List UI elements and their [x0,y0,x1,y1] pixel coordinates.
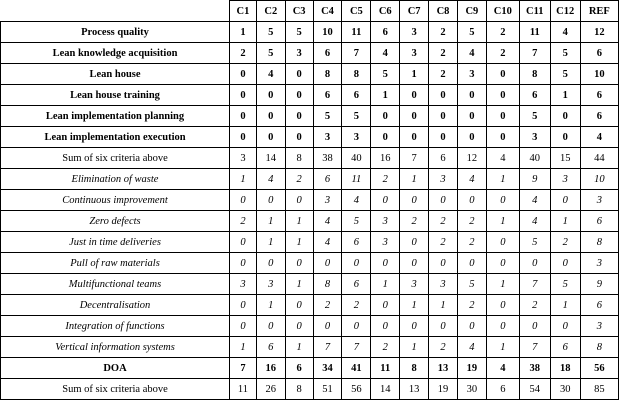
table-row [1,64,619,85]
cell-value: 0 [550,316,580,337]
cell-value: 1 [285,232,313,253]
cell-value: 0 [256,316,285,337]
cell-value: 5 [342,211,371,232]
row-label: Elimination of waste [1,169,230,190]
cell-value: 0 [230,64,257,85]
cell-value: 6 [550,337,580,358]
cell-value: 2 [429,22,458,43]
column-header-c2: C2 [256,1,285,22]
cell-value: 11 [342,22,371,43]
cell-value: 0 [550,253,580,274]
column-header-c4: C4 [313,1,342,22]
cell-value: 0 [457,253,486,274]
cell-value: 2 [230,43,257,64]
cell-value: 10 [580,169,618,190]
cell-value: 0 [285,106,313,127]
cell-value: 7 [313,337,342,358]
cell-value: 3 [313,190,342,211]
table-row [1,232,619,253]
cell-value: 3 [580,253,618,274]
cell-value: 5 [519,232,550,253]
row-label: Sum of six criteria above [1,148,230,169]
cell-value: 0 [285,64,313,85]
cell-value: 4 [313,232,342,253]
cell-value: 0 [486,85,519,106]
cell-value: 0 [486,316,519,337]
column-header-c9: C9 [457,1,486,22]
cell-value: 5 [342,106,371,127]
cell-value: 0 [486,190,519,211]
cell-value: 2 [429,64,458,85]
cell-value: 8 [285,148,313,169]
column-header-ref: REF [580,1,618,22]
cell-value: 0 [256,190,285,211]
cell-value: 3 [580,316,618,337]
cell-value: 4 [519,211,550,232]
cell-value: 7 [342,337,371,358]
column-header-c8: C8 [429,1,458,22]
cell-value: 1 [285,337,313,358]
cell-value: 2 [342,295,371,316]
cell-value: 5 [550,43,580,64]
cell-value: 0 [400,127,429,148]
cell-value: 2 [285,169,313,190]
cell-value: 4 [313,211,342,232]
cell-value: 6 [486,379,519,400]
cell-value: 0 [256,85,285,106]
cell-value: 4 [519,190,550,211]
cell-value: 1 [371,85,400,106]
cell-value: 56 [580,358,618,379]
cell-value: 2 [550,232,580,253]
cell-value: 5 [256,43,285,64]
cell-value: 11 [230,379,257,400]
cell-value: 0 [400,316,429,337]
cell-value: 1 [486,211,519,232]
cell-value: 15 [550,148,580,169]
table-row [1,127,619,148]
header-row [1,1,619,22]
cell-value: 4 [457,337,486,358]
row-label: Process quality [1,22,230,43]
cell-value: 4 [457,43,486,64]
cell-value: 1 [285,274,313,295]
cell-value: 4 [580,127,618,148]
cell-value: 7 [519,274,550,295]
cell-value: 8 [400,358,429,379]
cell-value: 2 [486,43,519,64]
cell-value: 3 [256,274,285,295]
row-label: Pull of raw materials [1,253,230,274]
cell-value: 6 [256,337,285,358]
cell-value: 3 [285,43,313,64]
cell-value: 0 [486,295,519,316]
cell-value: 8 [519,64,550,85]
cell-value: 8 [313,64,342,85]
row-label: Zero defects [1,211,230,232]
table-row [1,169,619,190]
table-row [1,211,619,232]
cell-value: 12 [580,22,618,43]
cell-value: 6 [580,85,618,106]
cell-value: 3 [371,232,400,253]
cell-value: 4 [371,43,400,64]
column-header-c10: C10 [486,1,519,22]
cell-value: 7 [342,43,371,64]
cell-value: 3 [342,127,371,148]
row-label: Lean knowledge acquisition [1,43,230,64]
cell-value: 3 [519,127,550,148]
cell-value: 0 [519,316,550,337]
cell-value: 40 [342,148,371,169]
cell-value: 4 [342,190,371,211]
cell-value: 0 [486,64,519,85]
cell-value: 6 [371,22,400,43]
cell-value: 2 [429,43,458,64]
row-label: Lean implementation execution [1,127,230,148]
cell-value: 0 [230,190,257,211]
cell-value: 6 [519,85,550,106]
cell-value: 3 [400,22,429,43]
cell-value: 8 [342,64,371,85]
cell-value: 12 [457,148,486,169]
cell-value: 2 [457,211,486,232]
cell-value: 1 [230,169,257,190]
table-row [1,106,619,127]
cell-value: 0 [486,253,519,274]
cell-value: 6 [580,106,618,127]
cell-value: 9 [580,274,618,295]
cell-value: 6 [285,358,313,379]
cell-value: 30 [550,379,580,400]
cell-value: 0 [230,316,257,337]
cell-value: 0 [429,85,458,106]
cell-value: 1 [486,337,519,358]
cell-value: 6 [313,43,342,64]
cell-value: 3 [457,64,486,85]
cell-value: 0 [429,106,458,127]
cell-value: 44 [580,148,618,169]
row-label: Lean implementation planning [1,106,230,127]
cell-value: 6 [342,232,371,253]
row-label: Sum of six criteria above [1,379,230,400]
cell-value: 2 [457,232,486,253]
cell-value: 14 [371,379,400,400]
cell-value: 18 [550,358,580,379]
cell-value: 38 [519,358,550,379]
row-label: DOA [1,358,230,379]
cell-value: 6 [313,85,342,106]
cell-value: 1 [256,211,285,232]
cell-value: 3 [313,127,342,148]
cell-value: 0 [457,85,486,106]
cell-value: 2 [457,295,486,316]
cell-value: 1 [230,22,257,43]
cell-value: 0 [400,190,429,211]
cell-value: 3 [230,148,257,169]
table-row [1,190,619,211]
cell-value: 4 [256,169,285,190]
cell-value: 19 [429,379,458,400]
cell-value: 0 [400,85,429,106]
cell-value: 0 [230,106,257,127]
cell-value: 1 [400,337,429,358]
cell-value: 34 [313,358,342,379]
column-header-c3: C3 [285,1,313,22]
cell-value: 51 [313,379,342,400]
cell-value: 8 [285,379,313,400]
cell-value: 0 [256,127,285,148]
column-header-c5: C5 [342,1,371,22]
cell-value: 2 [371,337,400,358]
cell-value: 0 [230,85,257,106]
cell-value: 1 [550,211,580,232]
cell-value: 0 [342,253,371,274]
cell-value: 0 [230,295,257,316]
cell-value: 0 [313,253,342,274]
cell-value: 2 [486,22,519,43]
cell-value: 4 [457,169,486,190]
cell-value: 3 [230,274,257,295]
cell-value: 5 [457,274,486,295]
cell-value: 4 [486,148,519,169]
cell-value: 1 [400,64,429,85]
row-label: Vertical information systems [1,337,230,358]
cell-value: 2 [230,211,257,232]
cell-value: 85 [580,379,618,400]
cell-value: 10 [313,22,342,43]
cell-value: 0 [371,295,400,316]
cell-value: 5 [313,106,342,127]
cell-value: 6 [429,148,458,169]
cell-value: 2 [429,337,458,358]
cell-value: 0 [256,106,285,127]
table-row [1,43,619,64]
cell-value: 6 [580,211,618,232]
cell-value: 0 [457,127,486,148]
cell-value: 3 [429,169,458,190]
table-row [1,274,619,295]
cell-value: 4 [486,358,519,379]
cell-value: 1 [550,295,580,316]
cell-value: 7 [519,43,550,64]
cell-value: 0 [400,253,429,274]
column-header-c7: C7 [400,1,429,22]
cell-value: 0 [371,127,400,148]
cell-value: 4 [256,64,285,85]
cell-value: 14 [256,148,285,169]
cell-value: 0 [457,190,486,211]
table-row [1,358,619,379]
cell-value: 0 [457,106,486,127]
cell-value: 7 [519,337,550,358]
cell-value: 2 [371,169,400,190]
cell-value: 2 [429,211,458,232]
cell-value: 2 [313,295,342,316]
cell-value: 0 [230,232,257,253]
cell-value: 0 [285,316,313,337]
cell-value: 11 [519,22,550,43]
cell-value: 8 [313,274,342,295]
cell-value: 0 [285,253,313,274]
cell-value: 1 [550,85,580,106]
cell-value: 0 [519,253,550,274]
cell-value: 1 [230,337,257,358]
cell-value: 3 [580,190,618,211]
cell-value: 1 [256,295,285,316]
cell-value: 8 [580,232,618,253]
cell-value: 0 [486,232,519,253]
cell-value: 3 [371,211,400,232]
cell-value: 5 [457,22,486,43]
cell-value: 2 [519,295,550,316]
cell-value: 0 [486,106,519,127]
cell-value: 13 [429,358,458,379]
cell-value: 1 [371,274,400,295]
table-row [1,85,619,106]
cell-value: 1 [429,295,458,316]
column-header-c6: C6 [371,1,400,22]
cell-value: 0 [400,232,429,253]
cell-value: 9 [519,169,550,190]
cell-value: 11 [342,169,371,190]
cell-value: 8 [580,337,618,358]
cell-value: 6 [580,43,618,64]
table-row [1,295,619,316]
cell-value: 0 [486,127,519,148]
row-label: Continuous improvement [1,190,230,211]
cell-value: 54 [519,379,550,400]
cell-value: 0 [429,127,458,148]
cell-value: 2 [429,232,458,253]
cell-value: 0 [230,127,257,148]
cell-value: 1 [400,169,429,190]
cell-value: 26 [256,379,285,400]
row-label: Multifunctional teams [1,274,230,295]
cell-value: 0 [371,316,400,337]
cell-value: 0 [313,316,342,337]
row-label: Just in time deliveries [1,232,230,253]
cell-value: 3 [400,43,429,64]
cell-value: 0 [371,190,400,211]
cell-value: 3 [550,169,580,190]
cell-value: 6 [342,85,371,106]
column-header-c11: C11 [519,1,550,22]
table-row [1,316,619,337]
cell-value: 5 [550,274,580,295]
cell-value: 0 [429,253,458,274]
row-label: Decentralisation [1,295,230,316]
cell-value: 3 [400,274,429,295]
column-header-c12: C12 [550,1,580,22]
cell-value: 0 [429,190,458,211]
cell-value: 0 [550,127,580,148]
cell-value: 0 [371,106,400,127]
column-header-c1: C1 [230,1,257,22]
cell-value: 1 [486,274,519,295]
table-row [1,337,619,358]
cell-value: 1 [256,232,285,253]
cell-value: 38 [313,148,342,169]
cell-value: 5 [285,22,313,43]
cell-value: 0 [285,190,313,211]
cell-value: 2 [400,211,429,232]
cell-value: 30 [457,379,486,400]
row-label: Lean house training [1,85,230,106]
table-row [1,148,619,169]
cell-value: 40 [519,148,550,169]
row-label: Integration of functions [1,316,230,337]
table-body [1,1,619,400]
cell-value: 0 [256,253,285,274]
cell-value: 16 [371,148,400,169]
cell-value: 0 [550,106,580,127]
cell-value: 0 [550,190,580,211]
table-row [1,379,619,400]
cell-value: 5 [550,64,580,85]
cell-value: 0 [371,253,400,274]
cell-value: 0 [285,295,313,316]
table-row [1,22,619,43]
cell-value: 5 [256,22,285,43]
cell-value: 0 [400,106,429,127]
cell-value: 41 [342,358,371,379]
cell-value: 7 [230,358,257,379]
cell-value: 0 [342,316,371,337]
cell-value: 0 [429,316,458,337]
cell-value: 3 [429,274,458,295]
cell-value: 7 [400,148,429,169]
cell-value: 6 [342,274,371,295]
cell-value: 1 [285,211,313,232]
cell-value: 13 [400,379,429,400]
table-row [1,253,619,274]
cell-value: 19 [457,358,486,379]
cell-value: 56 [342,379,371,400]
corner-cell [1,1,230,22]
cell-value: 5 [519,106,550,127]
cell-value: 0 [285,85,313,106]
cell-value: 0 [230,253,257,274]
cell-value: 1 [400,295,429,316]
cell-value: 0 [457,316,486,337]
cell-value: 6 [313,169,342,190]
cell-value: 0 [285,127,313,148]
cell-value: 11 [371,358,400,379]
cell-value: 6 [580,295,618,316]
cell-value: 1 [486,169,519,190]
cell-value: 10 [580,64,618,85]
cell-value: 16 [256,358,285,379]
cell-value: 4 [550,22,580,43]
row-label: Lean house [1,64,230,85]
cell-value: 5 [371,64,400,85]
